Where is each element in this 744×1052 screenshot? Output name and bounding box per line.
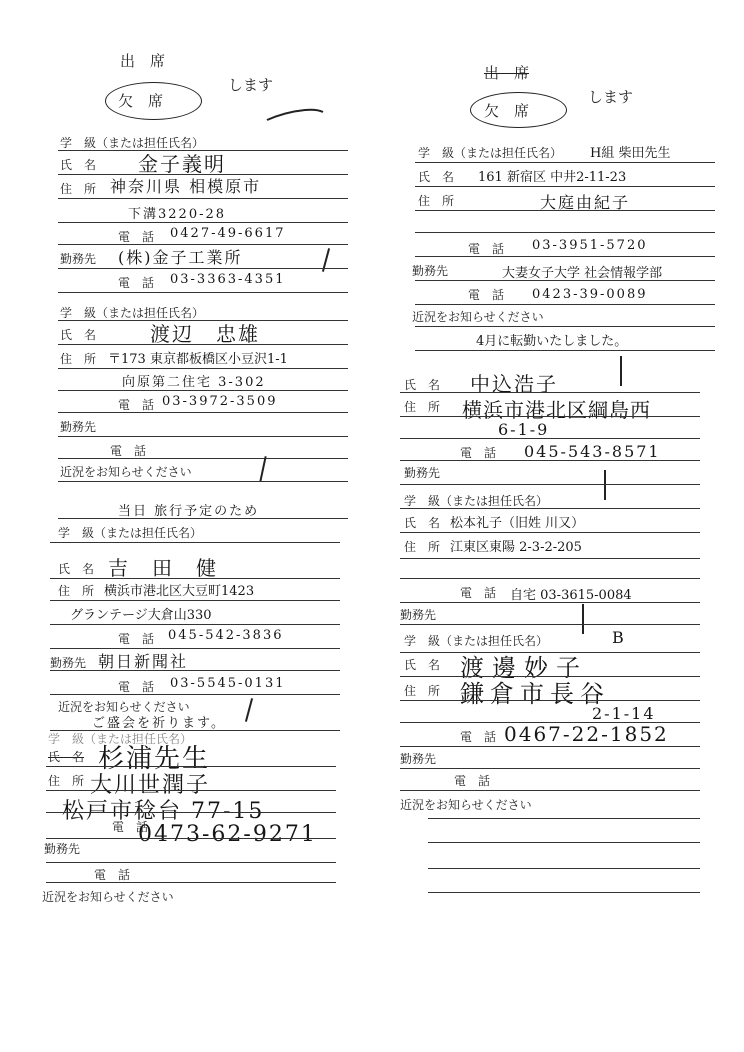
divider	[415, 326, 715, 327]
grade-label: 学 級（または担任氏名）	[418, 146, 563, 160]
name-value: 渡辺 忠雄	[150, 322, 260, 346]
address-label: 住 所	[404, 540, 441, 554]
phone-value: 0427-49-6617	[170, 226, 286, 241]
workplace-label: 勤務先	[404, 466, 441, 480]
phone-value: 自宅 03-3615-0084	[510, 588, 632, 603]
divider	[50, 624, 340, 625]
divider	[400, 768, 700, 769]
workplace-value: 大妻女子大学 社会情報学部	[502, 266, 663, 281]
divider	[58, 412, 348, 413]
phone-label: 電 話	[118, 632, 155, 646]
workplace-label: 勤務先	[400, 752, 437, 766]
divider	[58, 268, 348, 269]
address-label: 住 所	[404, 400, 441, 414]
name-value: 松本礼子（旧姓 川又）	[450, 516, 585, 531]
left-suffix-label: します	[228, 76, 274, 94]
divider	[58, 368, 348, 369]
divider	[428, 842, 700, 843]
news-label: 近況をお知らせください	[60, 465, 192, 479]
grade-label: 学 級（または担任氏名）	[404, 634, 549, 648]
divider	[415, 232, 715, 233]
phone-label: 電 話	[460, 586, 497, 600]
address-value-1: 大川世潤子	[90, 773, 211, 798]
address-value-1: 横浜市港北区大豆町1423	[104, 584, 255, 599]
divider	[46, 862, 336, 863]
name-label: 氏 名	[404, 378, 441, 392]
divider	[50, 694, 340, 695]
divider	[50, 600, 340, 601]
divider	[50, 578, 340, 579]
name-value: 中込浩子	[470, 372, 558, 396]
address-value-2: 向原第二住宅 3-302	[122, 375, 266, 390]
address-value: 江東区東陽 2-3-2-205	[450, 540, 582, 555]
news-label: 近況をお知らせください	[400, 798, 532, 812]
check-mark	[259, 456, 266, 482]
address-value-2: 6-1-9	[498, 420, 550, 439]
divider	[400, 602, 700, 603]
address-label: 住 所	[418, 194, 455, 208]
work-phone-value: 0423-39-0089	[532, 287, 648, 302]
grade-label: 学 級（または担任氏名）	[48, 732, 193, 746]
divider	[400, 416, 700, 417]
divider	[415, 162, 715, 163]
right-absent-label: 欠 席	[484, 102, 530, 120]
workplace-value: (株)金子工業所	[118, 248, 243, 267]
workplace-value: 朝日新聞社	[98, 652, 189, 671]
name-label: 氏 名	[404, 516, 441, 530]
phone-value: 0467-22-1852	[504, 722, 669, 746]
divider	[50, 648, 340, 649]
divider	[415, 350, 715, 351]
grade-label: 学 級（または担任氏名）	[60, 136, 205, 150]
name-label: 氏 名	[58, 562, 95, 576]
address-label: 住 所	[60, 352, 97, 366]
workplace-label: 勤務先	[44, 842, 81, 856]
left-attend-label: 出 席	[120, 52, 166, 70]
work-phone-label: 電 話	[110, 444, 147, 458]
phone-label: 電 話	[112, 820, 149, 834]
divider	[400, 532, 700, 533]
name-label: 氏 名	[60, 328, 97, 342]
divider	[400, 392, 700, 393]
divider	[428, 868, 700, 869]
grade-value: H組 柴田先生	[590, 146, 671, 161]
check-mark	[604, 470, 606, 500]
phone-value: 0473-62-9271	[138, 822, 317, 847]
workplace-label: 勤務先	[50, 656, 87, 670]
divider	[58, 481, 348, 482]
phone-label: 電 話	[118, 398, 155, 412]
right-suffix-label: します	[588, 88, 634, 106]
address-value-1: 〒173 東京都板橋区小豆沢1-1	[108, 352, 288, 367]
left-header-scribble	[265, 100, 325, 125]
divider	[58, 518, 348, 519]
work-phone-label: 電 話	[454, 774, 491, 788]
phone-value: 045-543-8571	[524, 442, 661, 461]
check-mark	[582, 604, 584, 634]
divider	[400, 790, 700, 791]
address-value-1: 鎌倉市長谷	[460, 680, 610, 708]
address-value-2: 下溝3220-28	[128, 207, 227, 222]
work-phone-value: 03-5545-0131	[170, 676, 286, 691]
divider	[50, 542, 340, 543]
address-label: 住 所	[58, 584, 95, 598]
divider	[46, 812, 336, 813]
divider	[46, 838, 336, 839]
divider	[415, 186, 715, 187]
grade-label: 学 級（または担任氏名）	[404, 494, 549, 508]
divider	[58, 344, 348, 345]
address-value-2: グランテージ大倉山330	[70, 608, 212, 623]
phone-value: 03-3972-3509	[162, 394, 278, 409]
divider	[58, 436, 348, 437]
workplace-label: 勤務先	[60, 420, 97, 434]
divider	[415, 210, 715, 211]
phone-value: 045-542-3836	[168, 628, 284, 643]
address-value-2: 松戸市稔台 77-15	[62, 799, 265, 824]
divider	[400, 578, 700, 579]
name-label: 氏 名	[60, 158, 97, 172]
grade-label: 学 級（または担任氏名）	[60, 306, 205, 320]
divider	[58, 198, 348, 199]
name-value: 杉浦先生	[98, 744, 211, 774]
divider	[400, 484, 700, 485]
address-value: 大庭由紀子	[540, 193, 631, 212]
divider	[58, 458, 348, 459]
divider	[46, 790, 336, 791]
workplace-label: 勤務先	[412, 264, 449, 278]
divider	[46, 882, 336, 883]
divider	[400, 460, 700, 461]
work-phone-label: 電 話	[118, 276, 155, 290]
left-absent-label: 欠 席	[118, 92, 164, 110]
address-value-2: 2-1-14	[592, 704, 656, 723]
grade-value: B	[612, 628, 626, 647]
address-value-1: 神奈川県 相模原市	[110, 177, 262, 196]
work-phone-value: 03-3363-4351	[170, 272, 286, 287]
right-attend-label: 出 席	[484, 64, 530, 82]
name-label: 氏 名	[48, 750, 85, 764]
news-label: 近況をお知らせください	[58, 700, 190, 714]
workplace-label: 勤務先	[400, 608, 437, 622]
divider	[46, 766, 336, 767]
address-label: 住 所	[404, 684, 441, 698]
divider	[58, 390, 348, 391]
name-value: 金子義明	[138, 152, 226, 176]
name-value: 吉 田 健	[108, 556, 218, 580]
work-phone-label: 電 話	[468, 288, 505, 302]
divider	[415, 280, 715, 281]
phone-label: 電 話	[468, 242, 505, 256]
name-value: 161 新宿区 中井2-11-23	[478, 170, 627, 185]
news-value: 当日 旅行予定のため	[118, 504, 260, 519]
check-mark	[245, 698, 253, 722]
divider	[400, 700, 700, 701]
name-label: 氏 名	[404, 658, 441, 672]
address-label: 住 所	[60, 182, 97, 196]
divider	[400, 508, 700, 509]
news-value: 4月に転勤いたしました。	[476, 334, 628, 349]
divider	[428, 892, 700, 893]
news-label: 近況をお知らせください	[412, 310, 544, 324]
news-value: ご盛会を祈ります。	[92, 716, 226, 731]
divider	[400, 624, 700, 625]
divider	[58, 222, 348, 223]
divider	[428, 818, 700, 819]
news-label: 近況をお知らせください	[42, 890, 174, 904]
address-label: 住 所	[48, 774, 85, 788]
divider	[58, 292, 348, 293]
divider	[50, 670, 340, 671]
check-mark	[620, 356, 622, 386]
divider	[415, 256, 715, 257]
phone-label: 電 話	[460, 446, 497, 460]
divider	[415, 304, 715, 305]
grade-label: 学 級（または担任氏名）	[58, 526, 203, 540]
divider	[400, 558, 700, 559]
work-phone-label: 電 話	[94, 868, 131, 882]
phone-label: 電 話	[118, 230, 155, 244]
name-value: 渡邊妙子	[460, 654, 588, 682]
divider	[400, 438, 700, 439]
workplace-label: 勤務先	[60, 252, 97, 266]
address-value-1: 横浜市港北区綱島西	[462, 398, 651, 422]
work-phone-label: 電 話	[118, 680, 155, 694]
phone-label: 電 話	[460, 730, 497, 744]
divider	[400, 746, 700, 747]
phone-value: 03-3951-5720	[532, 238, 648, 253]
name-label: 氏 名	[418, 170, 455, 184]
